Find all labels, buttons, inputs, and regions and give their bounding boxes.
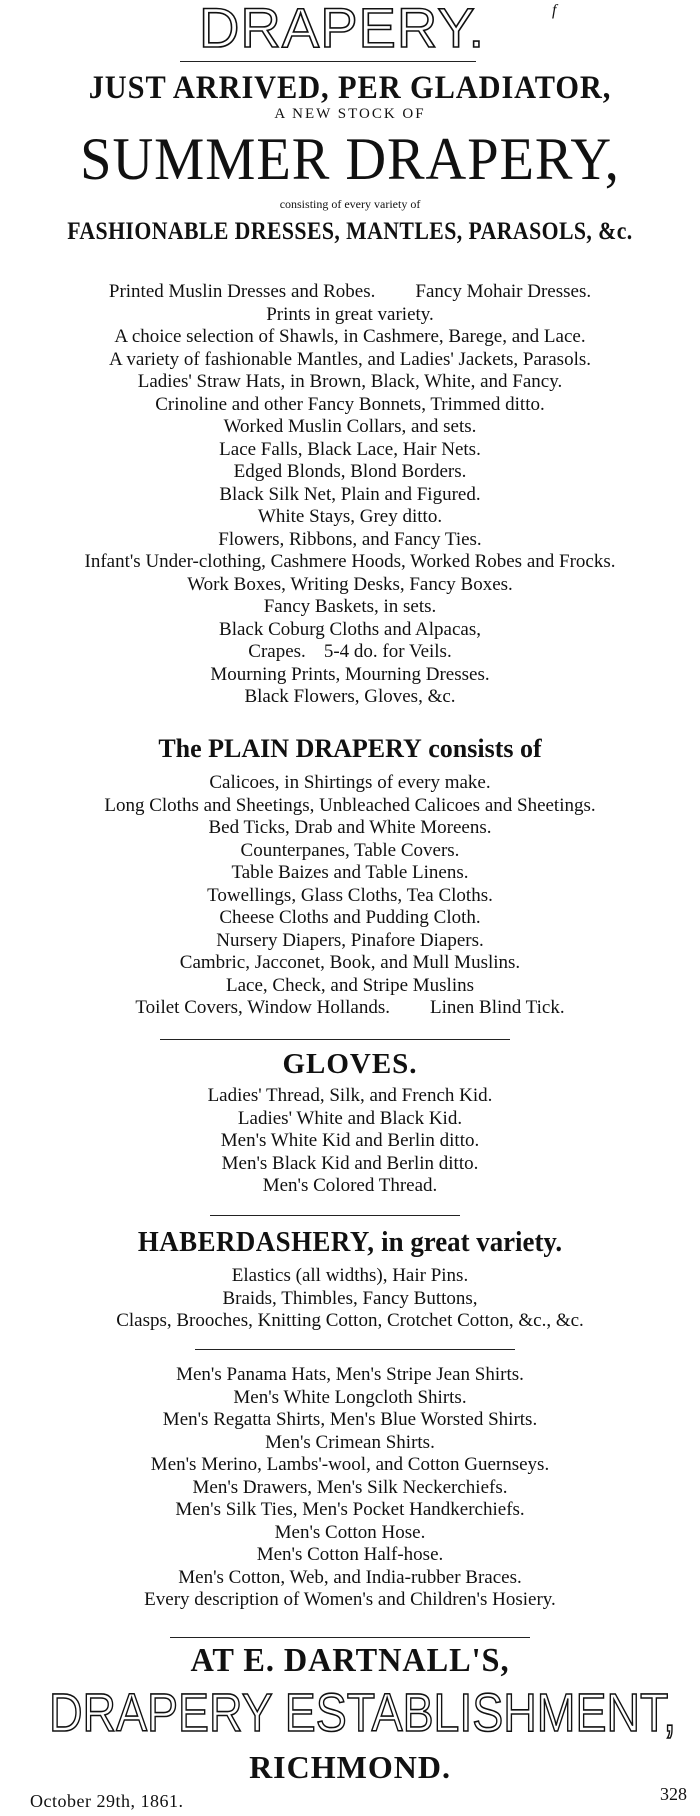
list-item: Work Boxes, Writing Desks, Fancy Boxes. [187,573,513,595]
corner-mark: f [552,2,557,19]
plain-drapery-list [0,772,700,1020]
haberdashery-list [0,1265,700,1333]
just-arrived-headline: JUST ARRIVED, PER GLADIATOR, [88,70,612,106]
list-item: Towellings, Glass Cloths, Tea Cloths. [207,884,493,906]
list-item: Men's White Kid and Berlin ditto. [220,1130,480,1151]
list-item: Infant's Under-clothing, Cashmere Hoods, Worked Robes and Frocks. [84,551,616,572]
list-item: Men's Colored Thread. [262,1175,438,1196]
list-item: Flowers, Ribbons, and Fancy Ties. [218,528,482,550]
list-item: Crapes. 5-4 do. for Veils. [248,641,452,662]
list-item: Lace Falls, Black Lace, Hair Nets. [219,438,481,460]
consisting-line: consisting of every variety of [279,197,421,211]
list-item: Clasps, Brooches, Knitting Cotton, Crotchet Cotton, &c., &c. [116,1310,584,1331]
list-item: Ladies' Thread, Silk, and French Kid. [207,1085,493,1106]
list-item: Cheese Cloths and Pudding Cloth. [219,907,481,928]
list-item: Long Cloths and Sheetings, Unbleached Calicoes and Sheetings. [104,794,596,816]
mens-list [0,1364,700,1612]
list-item: Nursery Diapers, Pinafore Diapers. [216,929,484,951]
list-item: Crinoline and other Fancy Bonnets, Trimmed ditto. [155,393,545,415]
list-item: Men's Panama Hats, Men's Stripe Jean Shirts. [176,1364,524,1385]
divider-haberdashery [195,1349,515,1350]
list-item: Ladies' Straw Hats, in Brown, Black, White, and Fancy. [137,371,563,392]
list-item: Every description of Women's and Children's Hosiery. [144,1589,556,1610]
gloves-list [0,1085,700,1198]
list-item: Men's Cotton Half-hose. [256,1544,444,1565]
list-item: Men's Drawers, Men's Silk Neckerchiefs. [192,1476,508,1498]
date-line: October 29th, 1861. [30,1791,184,1811]
list-item: Mourning Prints, Mourning Dresses. [210,663,490,685]
list-item: Calicoes, in Shirtings of every make. [209,772,491,793]
list-item: Worked Muslin Collars, and sets. [223,416,477,437]
dartnall-headline: AT E. DARTNALL'S, [190,1642,510,1679]
list-item: Elastics (all widths), Hair Pins. [231,1265,469,1286]
list-item: Prints in great variety. [266,303,434,325]
divider-top [180,61,476,62]
summer-drapery-headline: SUMMER DRAPERY, [80,126,620,192]
haberdashery-heading: HABERDASHERY, in great variety. [137,1227,563,1258]
list-item: Ladies' White and Black Kid. [237,1107,463,1129]
list-item: Braids, Thimbles, Fancy Buttons, [222,1287,478,1309]
list-item: Black Coburg Cloths and Alpacas, [219,618,481,640]
gloves-heading: GLOVES. [282,1048,418,1080]
list-item: Black Silk Net, Plain and Figured. [219,483,481,505]
list-item: White Stays, Grey ditto. [257,506,443,527]
list-item: Men's White Longcloth Shirts. [233,1386,467,1408]
divider-gloves [210,1215,460,1216]
drapery-establishment-title: DRAPERY ESTABLISHMENT, [49,1683,677,1743]
list-item: Printed Muslin Dresses and Robes. Fancy Mohair Dresses. [108,281,592,302]
page-number: 328 [660,1784,687,1804]
list-item: Cambric, Jacconet, Book, and Mull Muslins. [179,952,521,973]
drapery-title: DRAPERY. [198,0,486,59]
list-item: Men's Crimean Shirts. [265,1431,435,1453]
list-item: Black Flowers, Gloves, &c. [244,686,456,707]
list-item: Men's Silk Ties, Men's Pocket Handkerchiefs. [175,1499,525,1520]
list-item: Fancy Baskets, in sets. [263,596,437,617]
list-item: Men's Regatta Shirts, Men's Blue Worsted Shirts. [162,1409,538,1430]
list-item: Counterpanes, Table Covers. [240,839,460,861]
list-item: Men's Black Kid and Berlin ditto. [221,1152,479,1174]
divider-plain [160,1039,510,1040]
plain-drapery-heading: The PLAIN DRAPERY consists of [158,734,542,763]
list-item: Edged Blonds, Blond Borders. [233,461,467,482]
list-item: Lace, Check, and Stripe Muslins [225,974,474,996]
list-item: Table Baizes and Table Linens. [231,862,469,883]
list-item: Men's Cotton Hose. [274,1521,426,1543]
list-item: Toilet Covers, Window Hollands. Linen Blind Tick. [135,997,565,1018]
divider-mens [170,1637,530,1638]
list-item: Men's Cotton, Web, and India-rubber Braces. [178,1566,522,1588]
new-stock-line: A NEW STOCK OF [274,106,426,122]
fancy-items-list [0,281,700,709]
list-item: Bed Ticks, Drab and White Moreens. [208,817,492,838]
list-item: Men's Merino, Lambs'-wool, and Cotton Guernseys. [150,1454,550,1475]
fashionable-line: FASHIONABLE DRESSES, MANTLES, PARASOLS, &c. [67,218,633,245]
richmond-line: RICHMOND. [249,1749,451,1785]
list-item: A choice selection of Shawls, in Cashmere, Barege, and Lace. [114,326,586,347]
list-item: A variety of fashionable Mantles, and Ladies' Jackets, Parasols. [109,348,591,370]
